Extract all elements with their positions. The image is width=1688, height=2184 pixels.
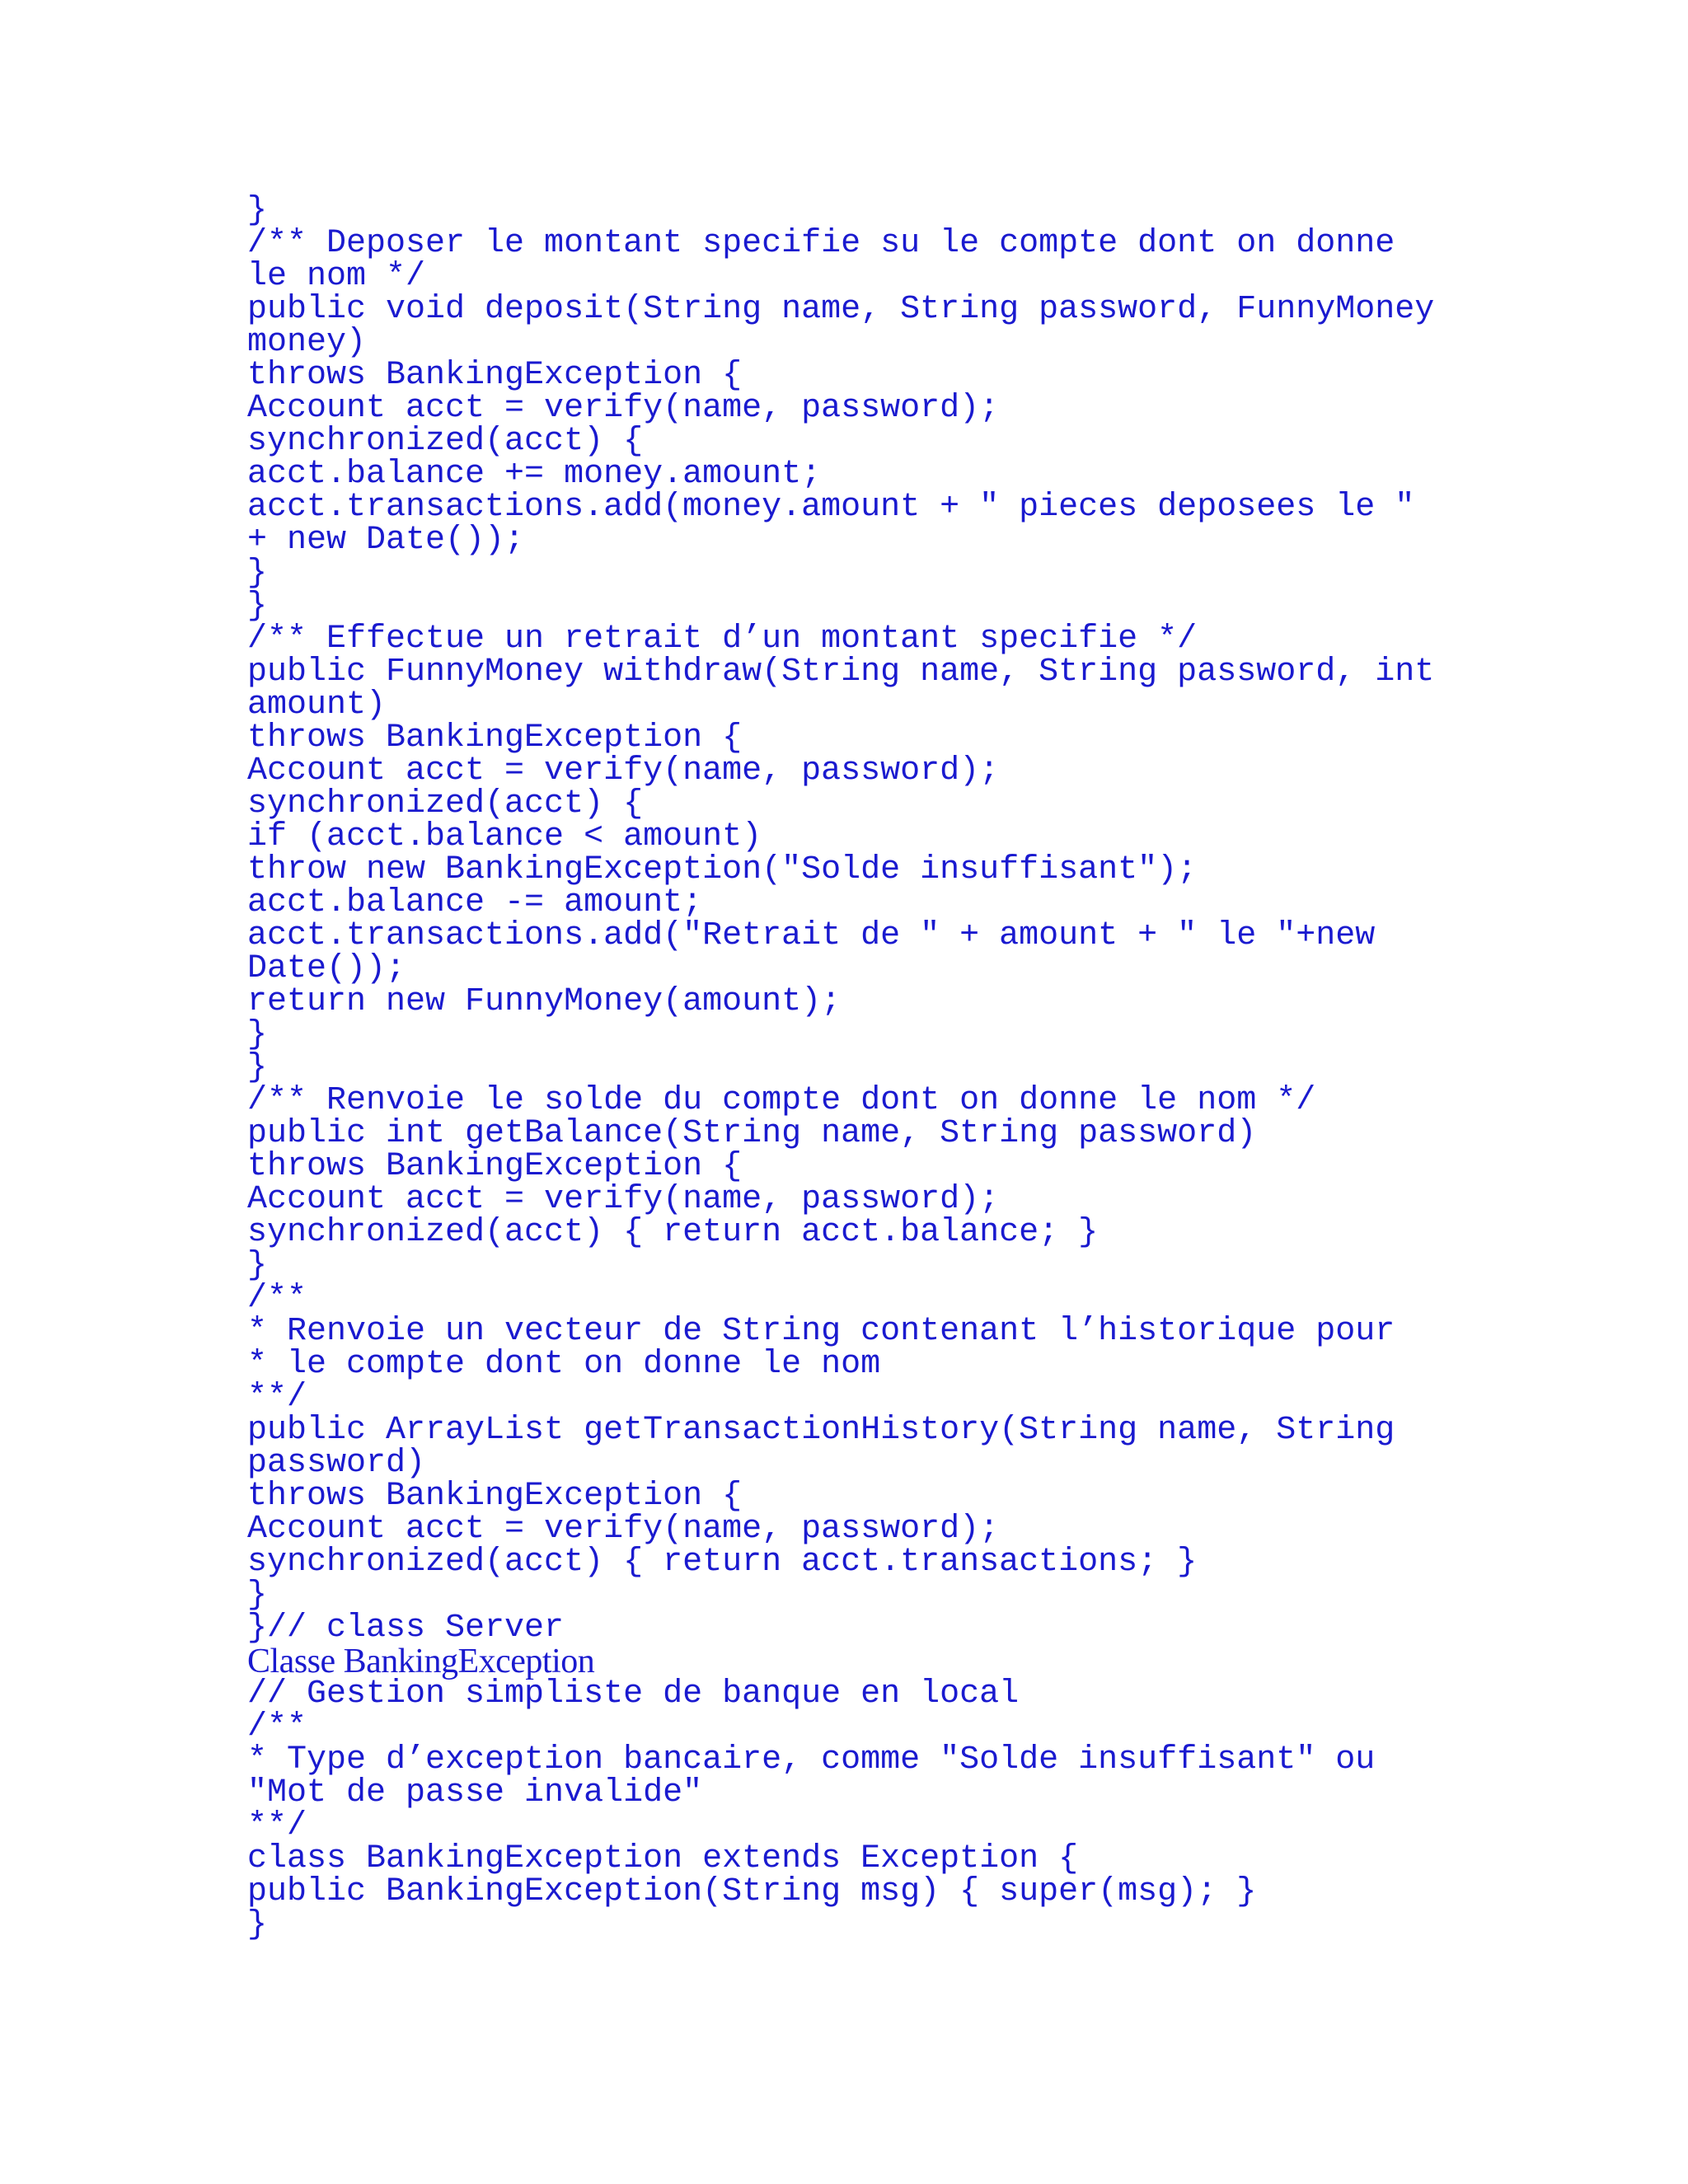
code-line: class BankingException extends Exception { — [247, 1840, 1079, 1877]
code-line: public ArrayList getTransactionHistory(String name, String — [247, 1412, 1395, 1449]
code-line: amount) — [247, 687, 387, 724]
code-line: acct.balance += money.amount; — [247, 456, 822, 493]
code-line: } — [247, 1247, 268, 1284]
code-line: acct.transactions.add(money.amount + " pieces deposees le " — [247, 489, 1415, 526]
code-line: } — [247, 1577, 268, 1614]
code-line: throws BankingException { — [247, 719, 743, 757]
code-line: } — [247, 1906, 268, 1943]
code-line: } — [247, 555, 268, 592]
code-comment-line: /** — [247, 1708, 307, 1746]
code-line: money) — [247, 324, 367, 361]
code-comment-line: * Type d’exception bancaire, comme "Solde insuffisant" ou — [247, 1741, 1376, 1779]
code-line: + new Date()); — [247, 522, 525, 559]
section-heading: Classe BankingException — [247, 1643, 595, 1680]
code-line: synchronized(acct) { — [247, 785, 644, 823]
code-line: acct.balance -= amount; — [247, 884, 703, 921]
code-comment-line: /** Deposer le montant specifie su le compte dont on donne — [247, 225, 1395, 262]
code-line: throws BankingException { — [247, 1148, 743, 1185]
code-comment-line: le nom */ — [247, 258, 426, 295]
code-line: Account acct = verify(name, password); — [247, 1181, 1000, 1218]
code-line: Account acct = verify(name, password); — [247, 752, 1000, 790]
code-line: synchronized(acct) { — [247, 423, 644, 460]
code-line: public void deposit(String name, String password, FunnyMoney — [247, 291, 1435, 328]
code-line: } — [247, 1049, 268, 1086]
code-line: Account acct = verify(name, password); — [247, 390, 1000, 427]
code-comment-line: // Gestion simpliste de banque en local — [247, 1675, 1020, 1713]
code-line: public int getBalance(String name, String password) — [247, 1115, 1257, 1152]
code-line: } — [247, 588, 268, 625]
code-line: public BankingException(String msg) { super(msg); } — [247, 1873, 1257, 1910]
code-line: synchronized(acct) { return acct.transactions; } — [247, 1544, 1198, 1581]
code-line: throw new BankingException("Solde insuffisant"); — [247, 851, 1198, 888]
code-line: }// class Server — [247, 1610, 565, 1647]
code-comment-line: **/ — [247, 1379, 307, 1416]
code-comment-line: /** — [247, 1280, 307, 1317]
code-line: if (acct.balance < amount) — [247, 818, 762, 855]
code-line: } — [247, 192, 268, 229]
code-line: Account acct = verify(name, password); — [247, 1511, 1000, 1548]
code-line: public FunnyMoney withdraw(String name, String password, int — [247, 654, 1435, 691]
code-comment-line: "Mot de passe invalide" — [247, 1774, 703, 1811]
code-line: throws BankingException { — [247, 1478, 743, 1515]
code-line: synchronized(acct) { return acct.balance; } — [247, 1214, 1099, 1251]
code-line: Date()); — [247, 950, 406, 987]
code-line: throws BankingException { — [247, 357, 743, 394]
code-line: return new FunnyMoney(amount); — [247, 983, 842, 1020]
code-comment-line: **/ — [247, 1807, 307, 1844]
code-line: } — [247, 1016, 268, 1053]
code-comment-line: * Renvoie un vecteur de String contenant l’historique pour — [247, 1313, 1395, 1350]
code-comment-line: /** Renvoie le solde du compte dont on donne le nom */ — [247, 1082, 1316, 1119]
code-comment-line: /** Effectue un retrait d’un montant specifie */ — [247, 621, 1198, 658]
code-line: password) — [247, 1445, 426, 1482]
code-listing — [247, 194, 1681, 1942]
code-line: acct.transactions.add("Retrait de " + amount + " le "+new — [247, 917, 1376, 954]
code-comment-line: * le compte dont on donne le nom — [247, 1346, 881, 1383]
